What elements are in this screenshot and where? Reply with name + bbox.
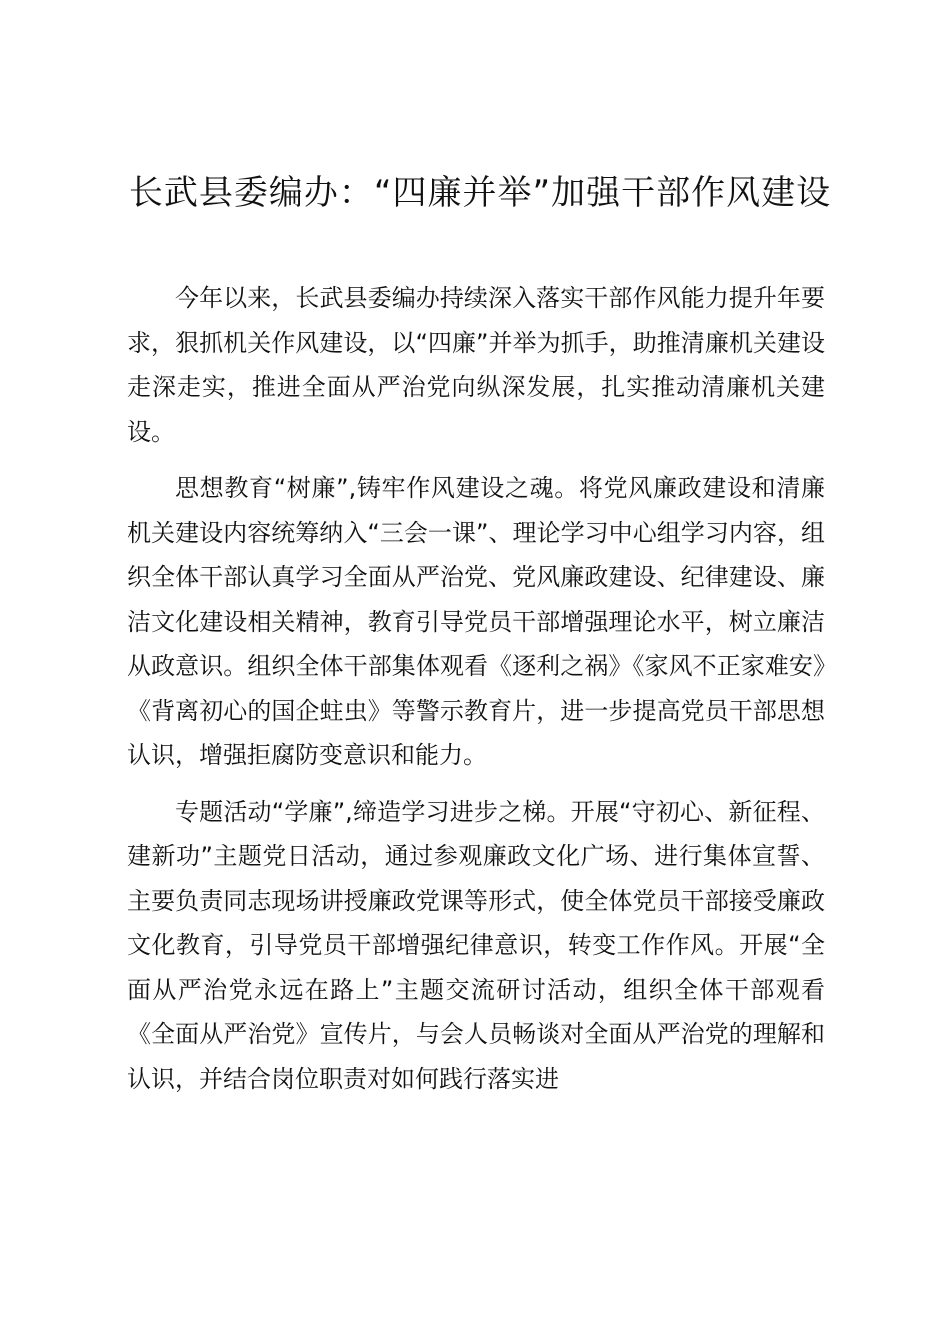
paragraph-intro: 今年以来，长武县委编办持续深入落实干部作风能力提升年要求，狠抓机关作风建设，以“四廉”并举为抓手，助推清廉机关建设走深走实，推进全面从严治党向纵深发展，扎实推动清廉机关建设。 bbox=[127, 284, 825, 446]
document-title: 长武县委编办：“四廉并举”加强干部作风建设 bbox=[128, 173, 832, 213]
document-body bbox=[127, 276, 825, 1113]
paragraph-special-activities: 专题活动“学廉”,缔造学习进步之梯。开展“守初心、新征程、建新功”主题党日活动，通过参观廉政文化广场、进行集体宣誓、主要负责同志现场讲授廉政党课等形式，使全体党员干部接受廉政文化教育，引导党员干部增强纪律意识，转变工作作风。开展“全面从严治党永远在路上”主题交流研讨活动，组织全体干部观看《全面从严治党》宣传片，与会人员畅谈对全面从严治党的理解和认识，并结合岗位职责对如何践行落实进 bbox=[127, 797, 825, 1093]
paragraph-thought-education: 思想教育“树廉”,铸牢作风建设之魂。将党风廉政建设和清廉机关建设内容统筹纳入“三会一课”、理论学习中心组学习内容，组织全体干部认真学习全面从严治党、党风廉政建设、纪律建设、廉洁文化建设相关精神，教育引导党员干部增强理论水平，树立廉洁从政意识。组织全体干部集体观看《逐利之祸》《家风不正家难安》《背离初心的国企蛀虫》等警示教育片，进一步提高党员干部思想认识，增强拒腐防变意识和能力。 bbox=[127, 474, 825, 769]
